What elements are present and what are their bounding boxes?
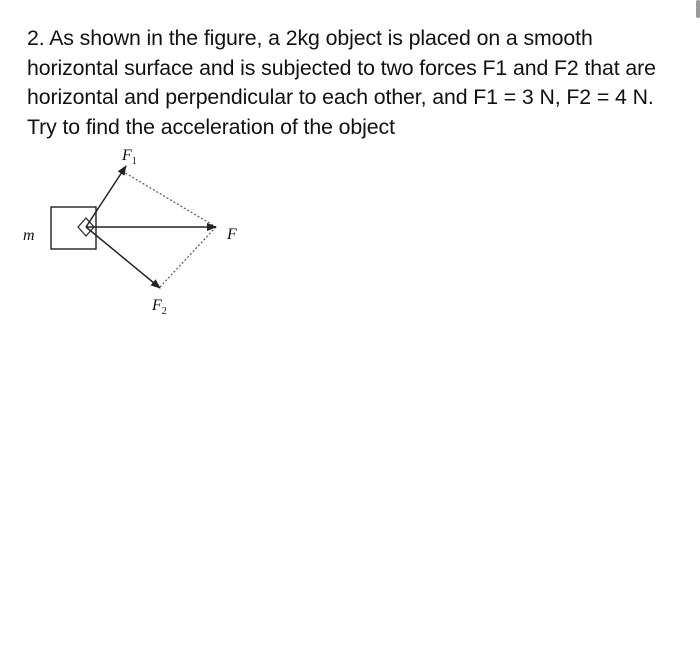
f2-label: $F_2$ xyxy=(152,297,167,317)
f1-label: $F_1$ xyxy=(122,147,137,167)
problem-statement: 2. As shown in the figure, a 2kg object is placed on a smooth horizontal surface and is subjected to two forces F1 and F2 that are horizontal and perpendicular to each other, and F1 = 3 N, F2 = 4 N. Try to find the acceleration of the object xyxy=(27,26,656,139)
resultant-label: F xyxy=(227,226,237,243)
mass-label: m xyxy=(23,227,35,244)
scrollbar[interactable] xyxy=(696,0,700,18)
force-f1-arrow xyxy=(86,166,126,227)
object-block xyxy=(51,207,96,249)
force-f2-arrow xyxy=(86,227,160,288)
dotted-line-f1-to-f xyxy=(122,171,216,227)
dotted-line-f-to-f2 xyxy=(160,227,216,287)
